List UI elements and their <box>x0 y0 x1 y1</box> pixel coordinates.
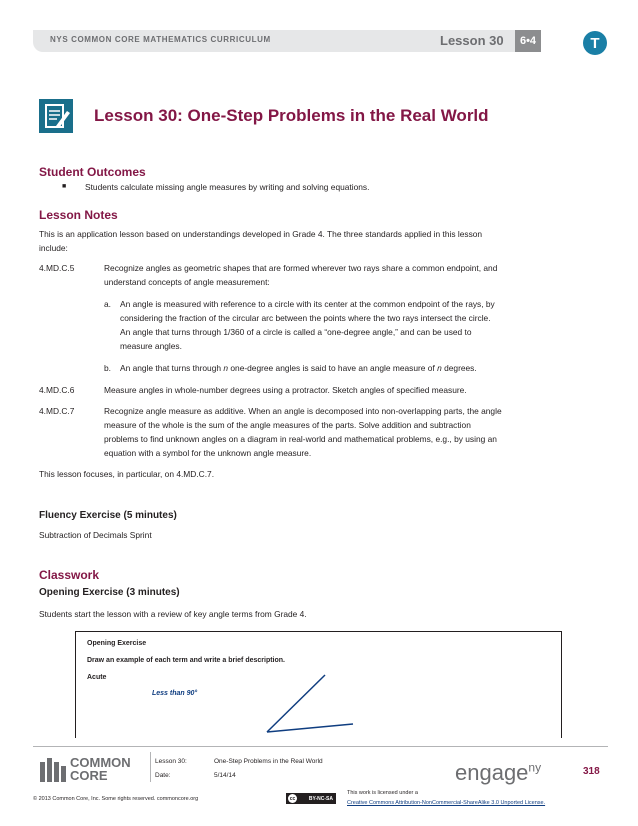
outcome-item: Students calculate missing angle measures by writing and solving equations. <box>85 182 370 192</box>
opening-text: Students start the lesson with a review of key angle terms from Grade 4. <box>39 609 307 619</box>
exercise-term: Acute <box>87 674 107 681</box>
footer-rule <box>33 746 608 747</box>
fluency-text: Subtraction of Decimals Sprint <box>39 530 152 540</box>
acute-angle-drawing <box>260 670 360 736</box>
exercise-answer: Less than 90° <box>152 690 198 697</box>
subitem-line: An angle that turns through 1/360 of a circle is called a “one-degree angle,” and can be used to <box>120 327 472 337</box>
exercise-title: Opening Exercise <box>87 640 147 647</box>
subitem-line: measure angles. <box>120 341 182 351</box>
notes-intro-line-1: This is an application lesson based on understandings developed in Grade 4. The three standards applied in this lesson <box>39 229 483 239</box>
standard-code: 4.MD.C.6 <box>39 385 75 395</box>
common-core-logo-text: COMMON CORE <box>70 755 131 783</box>
footer-divider <box>150 752 151 782</box>
standard-code: 4.MD.C.7 <box>39 406 75 416</box>
lesson-notebook-icon <box>39 99 73 133</box>
footer-date-label: Date: <box>155 772 171 779</box>
standard-code: 4.MD.C.5 <box>39 263 75 273</box>
exercise-instruction: Draw an example of each term and write a brief description. <box>87 657 286 664</box>
standard-text-line: Recognize angle measure as additive. When an angle is decomposed into non-overlapping parts, the angle <box>104 406 502 416</box>
subitem-line: considering the fraction of the circular arc between the points where the two rays intersect the circle. <box>120 313 491 323</box>
engageny-logo: engage$^{ny}$ <box>455 760 542 785</box>
header-lesson: Lesson 30 <box>440 33 504 48</box>
subitem-label: b. <box>104 363 111 373</box>
notes-intro-line-2: include: <box>39 243 68 253</box>
cc-license-badge: cc BY-NC-SA <box>286 793 336 804</box>
standard-text-line: equation with a symbol for the unknown angle measure. <box>104 448 312 458</box>
focus-text: This lesson focuses, in particular, on 4.MD.C.7. <box>39 469 215 479</box>
standard-text-line: measure of the whole is the sum of the angle measures of the parts. Solve addition and subtraction <box>104 420 471 430</box>
standard-text-line: problems to find unknown angles on a diagram in real-world and mathematical problems, e.g., by using an <box>104 434 497 444</box>
opening-heading: Opening Exercise (3 minutes) <box>39 587 180 598</box>
footer-lesson-label: Lesson 30: <box>155 758 187 765</box>
standard-text-line: understand concepts of angle measurement: <box>104 277 270 287</box>
copyright-text: © 2013 Common Core, Inc. Some rights reserved. commoncore.org <box>33 796 199 802</box>
fluency-heading: Fluency Exercise (5 minutes) <box>39 510 177 521</box>
notes-heading: Lesson Notes <box>39 208 118 222</box>
page-title: Lesson 30: One-Step Problems in the Real World <box>94 106 489 125</box>
page-number: 318 <box>583 766 600 777</box>
license-text: This work is licensed under a <box>347 790 418 796</box>
standard-text-line: Measure angles in whole-number degrees using a protractor. Sketch angles of specified measure. <box>104 385 467 395</box>
bullet-icon: ■ <box>62 183 67 190</box>
standard-text-line: Recognize angles as geometric shapes that are formed wherever two rays share a common endpoint, and <box>104 263 498 273</box>
footer-lesson-value: One-Step Problems in the Real World <box>214 758 323 765</box>
license-link[interactable]: Creative Commons Attribution-NonCommercial-ShareAlike 3.0 Unported License. <box>347 800 546 806</box>
curriculum-label: NYS COMMON CORE MATHEMATICS CURRICULUM <box>50 35 271 44</box>
teacher-badge: T <box>583 31 607 55</box>
footer-date-value: 5/14/14 <box>214 772 236 779</box>
classwork-heading: Classwork <box>39 568 100 582</box>
subitem-line: An angle is measured with reference to a circle with its center at the common endpoint of the rays, by <box>120 299 495 309</box>
cc-icon: cc <box>289 795 296 802</box>
header-module: 6•4 <box>515 30 541 52</box>
common-core-logo-icon <box>40 758 66 782</box>
subitem-label: a. <box>104 299 111 309</box>
subitem-line: An angle that turns through n one-degree angles is said to have an angle measure of n degrees. <box>120 363 477 373</box>
outcomes-heading: Student Outcomes <box>39 165 146 179</box>
